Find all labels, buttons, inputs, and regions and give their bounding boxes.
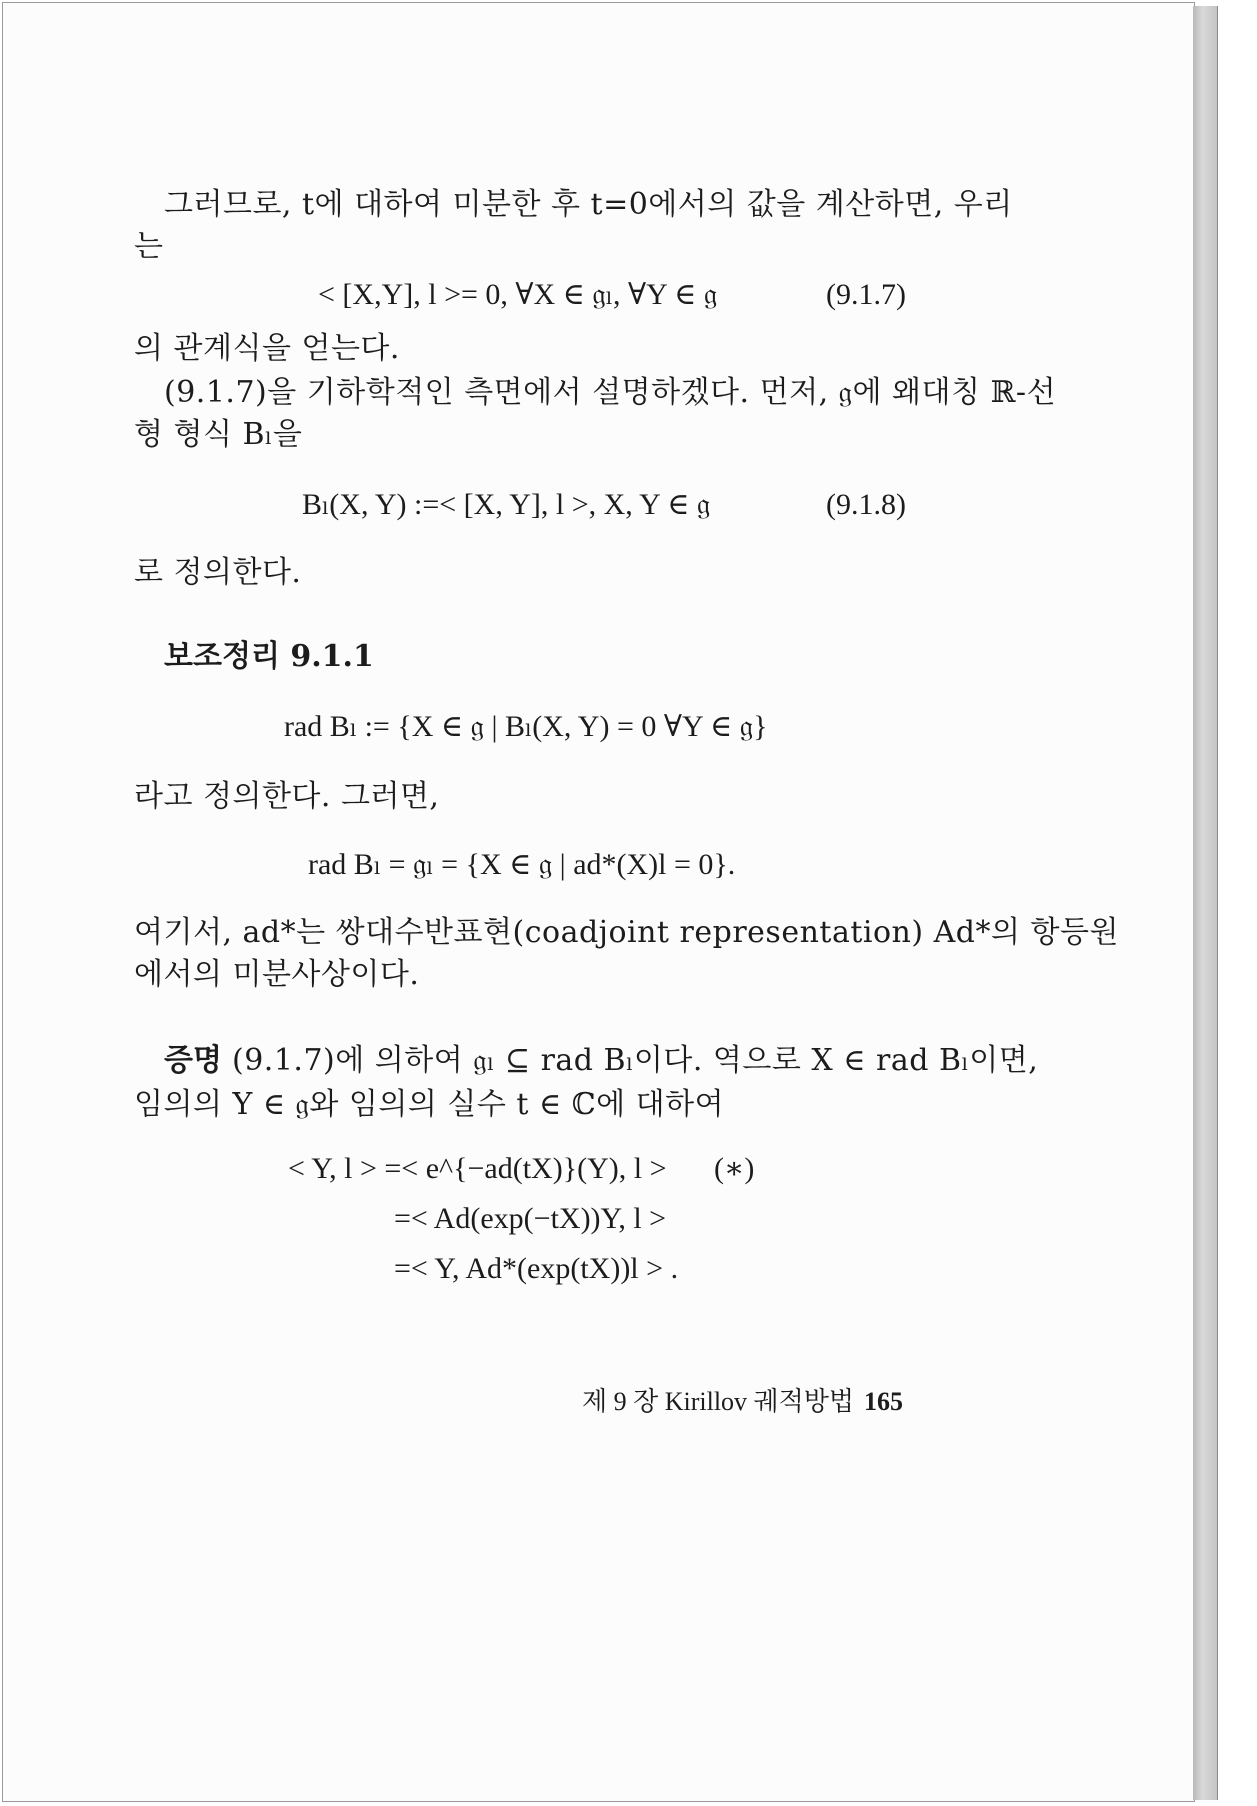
equation-number: (9.1.7) — [826, 278, 906, 311]
paragraph-line: 에서의 미분사상이다. — [134, 957, 420, 992]
lemma-title: 보조정리 9.1.1 — [164, 639, 374, 674]
paragraph-line: 는 — [134, 229, 164, 264]
paragraph-line: 임의의 Y ∈ 𝔤와 임의의 실수 t ∈ ℂ에 대하여 — [134, 1087, 725, 1122]
equation-star-line-3: =< Y, Ad*(exp(tX))l > . — [394, 1252, 679, 1285]
equation-star-line-2: =< Ad(exp(−tX))Y, l > — [394, 1202, 667, 1235]
proof-label: 증명 — [164, 1043, 222, 1078]
paragraph-line: 라고 정의한다. 그러면, — [134, 779, 440, 814]
running-footer-chapter: 제 9 장 Kirillov 궤적방법 — [582, 1387, 855, 1416]
paragraph-line: 그러므로, t에 대하여 미분한 후 t=0에서의 값을 계산하면, 우리 — [164, 187, 1013, 222]
equation-star-line-1: < Y, l > =< e^{−ad(tX)}(Y), l > — [288, 1152, 667, 1185]
paragraph-line: (9.1.7)에 의하여 𝔤ₗ ⊆ rad Bₗ이다. 역으로 X ∈ rad Bₗ이면, — [232, 1043, 1039, 1078]
paragraph-line: 로 정의한다. — [134, 555, 302, 590]
equation-9-1-7: < [X,Y], l >= 0, ∀X ∈ 𝔤ₗ, ∀Y ∈ 𝔤 — [318, 278, 718, 311]
page-number: 165 — [864, 1387, 903, 1416]
equation-9-1-8: Bₗ(X, Y) :=< [X, Y], l >, X, Y ∈ 𝔤 — [302, 488, 711, 521]
page-stack-edge — [1193, 6, 1218, 1800]
paragraph-line: 의 관계식을 얻는다. — [134, 331, 400, 366]
equation-rad-definition: rad Bₗ := {X ∈ 𝔤 | Bₗ(X, Y) = 0 ∀Y ∈ 𝔤} — [284, 710, 768, 743]
book-page — [2, 2, 1195, 1802]
equation-number: (9.1.8) — [826, 488, 906, 521]
paragraph-line: 여기서, ad*는 쌍대수반표현(coadjoint representation) Ad*의 항등원 — [134, 915, 1119, 950]
paragraph-line: 형 형식 Bₗ을 — [134, 417, 303, 452]
paragraph-line: (9.1.7)을 기하학적인 측면에서 설명하겠다. 먼저, 𝔤에 왜대칭 ℝ-선 — [164, 375, 1057, 410]
equation-rad: rad Bₗ = 𝔤ₗ = {X ∈ 𝔤 | ad*(X)l = 0}. — [308, 848, 736, 881]
equation-star-tag: (∗) — [714, 1152, 755, 1185]
